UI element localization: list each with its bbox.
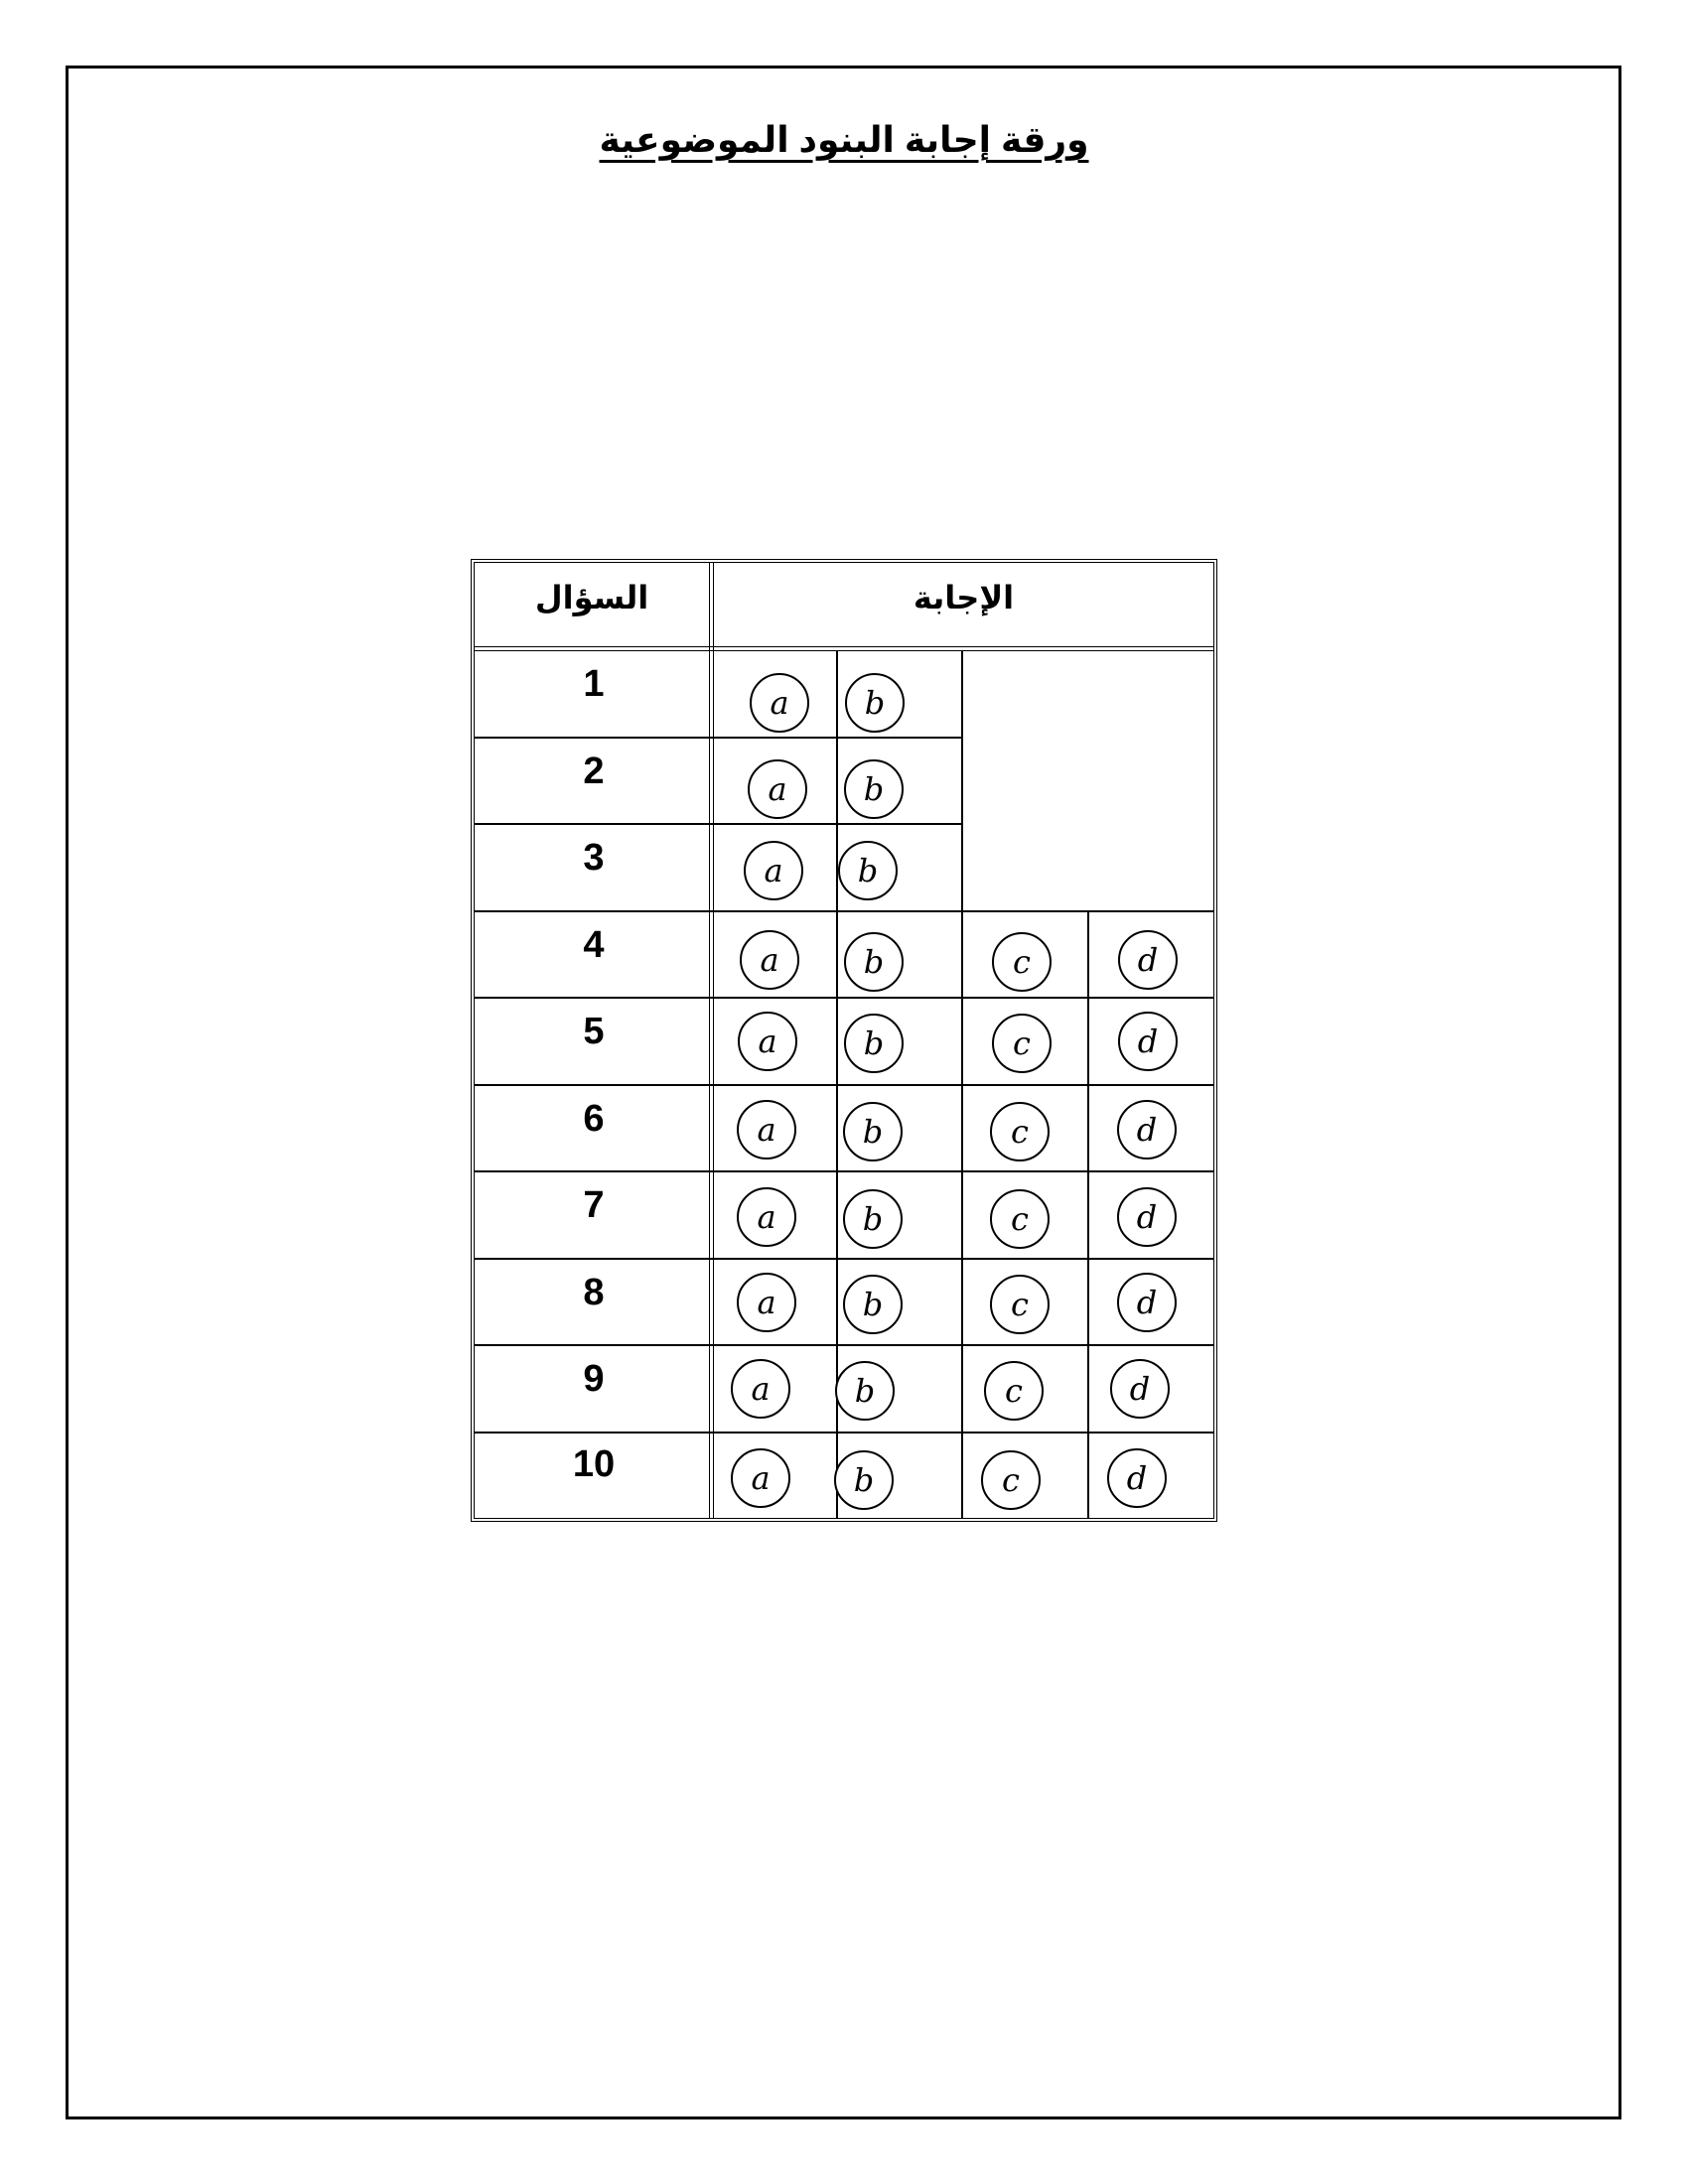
page-title: ورقة إجابة البنود الموضوعية xyxy=(599,119,1089,160)
header-answer: الإجابة xyxy=(913,580,1015,615)
answer-bubble-b[interactable]: b xyxy=(843,1189,903,1249)
row-divider xyxy=(475,1170,1213,1172)
answer-bubble-b[interactable]: b xyxy=(838,841,898,900)
answer-bubble-b[interactable]: b xyxy=(845,673,905,733)
question-number: 2 xyxy=(583,751,605,792)
answer-bubble-a[interactable]: a xyxy=(748,759,807,819)
answer-bubble-d[interactable]: d xyxy=(1107,1448,1167,1508)
answer-bubble-a[interactable]: a xyxy=(737,1273,796,1332)
header-question: السؤال xyxy=(534,580,649,615)
row-divider xyxy=(475,1344,1213,1346)
answer-bubble-c[interactable]: c xyxy=(981,1450,1041,1510)
answer-bubble-b[interactable]: b xyxy=(835,1361,895,1421)
question-number: 4 xyxy=(583,924,605,966)
answer-bubble-b[interactable]: b xyxy=(843,1102,903,1161)
header-divider xyxy=(475,646,1213,651)
answer-bubble-a[interactable]: a xyxy=(744,841,803,900)
answer-bubble-a[interactable]: a xyxy=(750,673,809,733)
row-divider xyxy=(475,1258,1213,1260)
row-divider xyxy=(475,737,961,739)
answer-bubble-c[interactable]: c xyxy=(992,932,1052,992)
question-number: 9 xyxy=(583,1358,605,1400)
answer-bubble-b[interactable]: b xyxy=(834,1450,894,1510)
answer-bubble-b[interactable]: b xyxy=(843,1275,903,1334)
answer-bubble-c[interactable]: c xyxy=(984,1361,1044,1421)
question-number: 7 xyxy=(583,1184,605,1226)
answer-bubble-d[interactable]: d xyxy=(1110,1359,1170,1419)
answer-bubble-c[interactable]: c xyxy=(990,1189,1050,1249)
answer-bubble-b[interactable]: b xyxy=(844,1014,904,1073)
question-number: 10 xyxy=(572,1443,616,1485)
row-divider xyxy=(475,997,1213,999)
answer-bubble-a[interactable]: a xyxy=(737,1100,796,1160)
answer-sheet-table xyxy=(471,559,1217,1522)
answer-bubble-c[interactable]: c xyxy=(990,1102,1050,1161)
answer-bubble-a[interactable]: a xyxy=(738,1012,797,1071)
row-divider xyxy=(475,1084,1213,1086)
answer-bubble-d[interactable]: d xyxy=(1118,930,1178,990)
row-divider xyxy=(475,823,961,825)
answer-bubble-a[interactable]: a xyxy=(737,1187,796,1247)
answer-bubble-d[interactable]: d xyxy=(1118,1012,1178,1071)
row-divider xyxy=(475,910,1213,912)
answer-bubble-c[interactable]: c xyxy=(992,1014,1052,1073)
answer-bubble-d[interactable]: d xyxy=(1117,1187,1177,1247)
answer-col-divider-3 xyxy=(1087,912,1089,1518)
answer-bubble-b[interactable]: b xyxy=(844,932,904,992)
question-number: 6 xyxy=(583,1098,605,1140)
question-number: 1 xyxy=(583,663,605,705)
answer-bubble-d[interactable]: d xyxy=(1117,1273,1177,1332)
answer-bubble-d[interactable]: d xyxy=(1117,1100,1177,1160)
row-divider xyxy=(475,1432,1213,1433)
answer-bubble-a[interactable]: a xyxy=(731,1448,790,1508)
answer-bubble-a[interactable]: a xyxy=(731,1359,790,1419)
answer-bubble-b[interactable]: b xyxy=(844,759,904,819)
question-number: 8 xyxy=(583,1272,605,1313)
answer-bubble-a[interactable]: a xyxy=(740,930,799,990)
question-number: 3 xyxy=(583,837,605,879)
answer-bubble-c[interactable]: c xyxy=(990,1275,1050,1334)
question-number: 5 xyxy=(583,1011,605,1052)
